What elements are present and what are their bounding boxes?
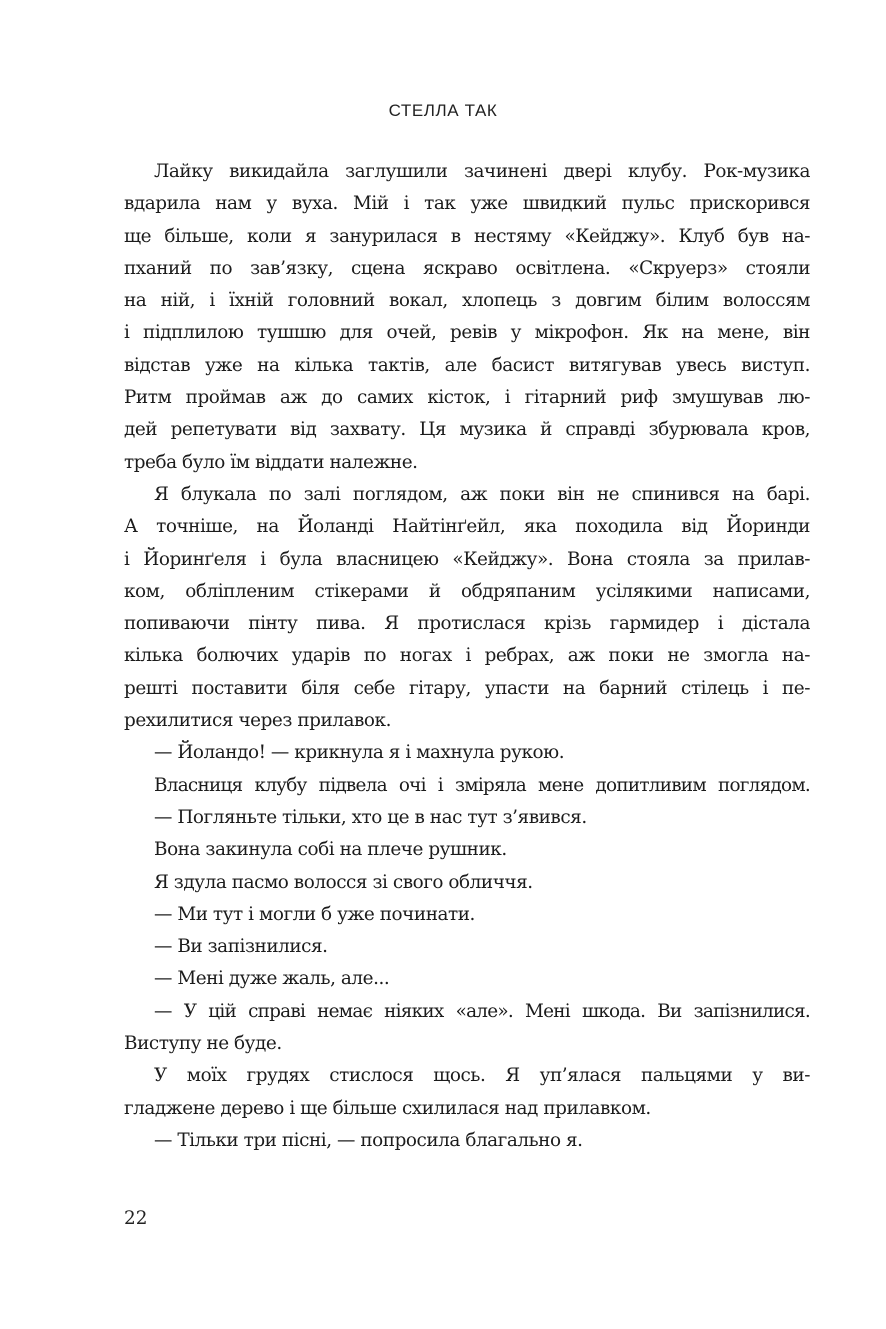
text-line: решті поставити біля себе гітару, упасти на барний стілець і пе- <box>124 677 810 699</box>
text-line: попиваючи пінту пива. Я протислася крізь гармидер і дістала <box>124 613 810 635</box>
text-line: на ній, і їхній головний вокал, хлопець з довгим білим волоссям <box>124 290 810 312</box>
text-line: Ритм проймав аж до самих кісток, і гітарний риф змушував лю- <box>124 387 810 409</box>
text-line: — Тільки три пісні, — попросила благально я. <box>154 1129 583 1151</box>
text-line: — Мені дуже жаль, але... <box>154 968 390 990</box>
text-line: А точніше, на Йоланді Найтінґейл, яка походила від Йоринди <box>124 516 810 538</box>
text-line: — Ми тут і могли б уже починати. <box>154 903 475 925</box>
text-line: Я здула пасмо волосся зі свого обличчя. <box>154 871 533 893</box>
running-head: СТЕЛЛА ТАК <box>388 101 498 120</box>
page-number: 22 <box>124 1208 148 1229</box>
text-line: і підплилою тушшю для очей, ревів у мікрофон. Як на мене, він <box>124 322 810 344</box>
text-line: пханий по зав’язку, сцена яскраво освітлена. «Скруерз» стояли <box>124 257 810 279</box>
body-text <box>124 156 810 1157</box>
text-line: треба було їм віддати належне. <box>124 451 418 473</box>
text-line: Вона закинула собі на плече рушник. <box>154 839 507 861</box>
text-line: У моїх грудях стислося щось. Я уп’ялася пальцями у ви- <box>154 1065 810 1087</box>
text-line: — У цій справі немає ніяких «але». Мені шкода. Ви запізнилися. <box>154 1000 810 1022</box>
text-line: відстав уже на кілька тактів, але басист витягував увесь виступ. <box>124 354 810 376</box>
text-line: — Ви запізнилися. <box>154 936 328 958</box>
text-line: ком, обліпленим стікерами й обдряпаним усілякими написами, <box>124 580 810 602</box>
text-line: Власниця клубу підвела очі і зміряла мене допитливим поглядом. <box>154 774 810 796</box>
text-line: Я блукала по залі поглядом, аж поки він не спинився на барі. <box>154 483 810 505</box>
text-line: і Йоринґеля і була власницею «Кейджу». Вона стояла за прилав- <box>124 548 810 570</box>
text-line: рехилитися через прилавок. <box>124 710 391 732</box>
text-line: Лайку викидайла заглушили зачинені двері клубу. Рок-музика <box>154 161 810 182</box>
text-line: кілька болючих ударів по ногах і ребрах, аж поки не змогла на- <box>124 645 810 667</box>
text-line: гладжене дерево і ще більше схилилася над прилавком. <box>124 1097 651 1119</box>
text-line: вдарила нам у вуха. Мій і так уже швидкий пульс прискорився <box>124 193 810 215</box>
text-line: Виступу не буде. <box>124 1033 282 1055</box>
text-line: ще більше, коли я занурилася в нестяму «Кейджу». Клуб був на- <box>124 225 810 247</box>
text-line: дей репетувати від захвату. Ця музика й справді збурювала кров, <box>124 419 810 441</box>
text-line: — Погляньте тільки, хто це в нас тут з’явився. <box>154 806 587 828</box>
text-line: — Йоландо! — крикнула я і махнула рукою. <box>154 742 565 764</box>
